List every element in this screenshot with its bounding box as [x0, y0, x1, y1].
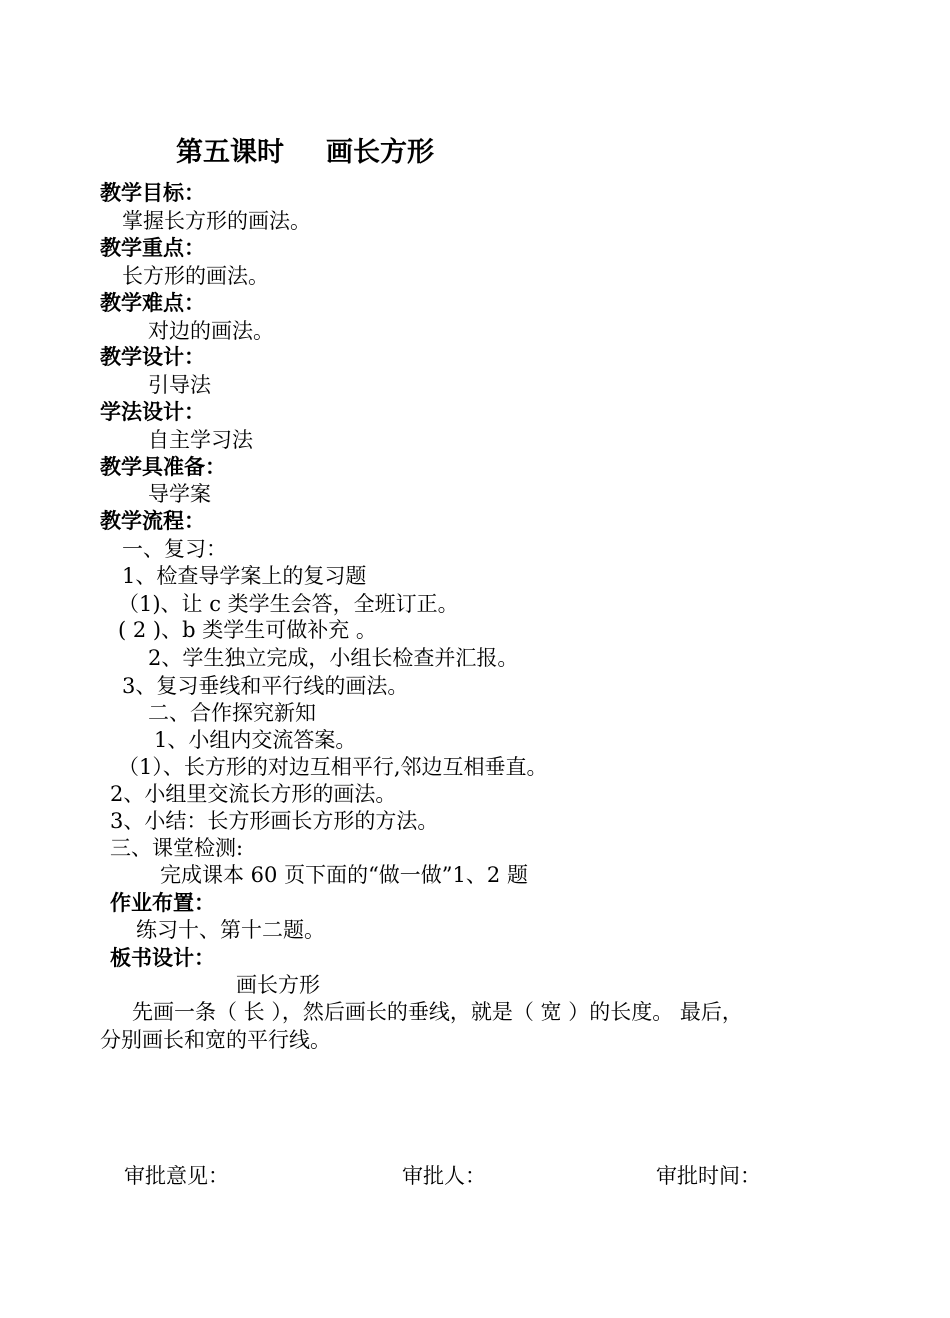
board-label: 板书设计： — [110, 946, 215, 970]
study-method-text: 自主学习法 — [148, 428, 253, 452]
design-label: 教学设计： — [100, 345, 205, 369]
key-point-text: 长方形的画法。 — [122, 264, 269, 288]
board-title: 画长方形 — [236, 973, 320, 997]
process-step: 2、小组里交流长方形的画法。 — [110, 782, 397, 806]
materials-text: 导学案 — [148, 482, 211, 506]
process-step: 3、复习垂线和平行线的画法。 — [122, 674, 409, 698]
title-part-2: 画长方形 — [326, 137, 434, 168]
board-line-1: 先画一条（ 长 ），然后画长的垂线，就是（ 宽 ）的长度。 最后， — [132, 1000, 743, 1024]
process-step: 2、学生独立完成，小组长检查并汇报。 — [148, 646, 519, 670]
difficulty-label: 教学难点： — [100, 291, 205, 315]
homework-label: 作业布置： — [110, 891, 215, 915]
process-step: 一、复习： — [122, 537, 227, 561]
process-step: ( 2 )、b 类学生可做补充 。 — [118, 618, 377, 642]
materials-label: 教学具准备： — [100, 455, 226, 479]
process-step: 1、小组内交流答案。 — [154, 728, 357, 752]
homework-text: 练习十、第十二题。 — [136, 918, 325, 942]
key-point-label: 教学重点： — [100, 236, 205, 260]
process-step: （1）、长方形的对边互相平行,邻边互相垂直。 — [118, 755, 548, 779]
title-part-1: 第五课时 — [176, 137, 284, 168]
study-method-label: 学法设计： — [100, 400, 205, 424]
process-step: 3、小结：长方形画长方形的方法。 — [110, 809, 439, 833]
objective-label: 教学目标： — [100, 181, 205, 205]
objective-text: 掌握长方形的画法。 — [122, 209, 311, 233]
process-step: 完成课本 60 页下面的“做一做”1、2 题 — [160, 863, 528, 887]
difficulty-text: 对边的画法。 — [148, 319, 274, 343]
approver-label: 审批人： — [402, 1164, 486, 1188]
page-title — [176, 136, 434, 170]
process-step: 三、课堂检测: — [110, 836, 244, 860]
approval-opinion-label: 审批意见： — [124, 1164, 229, 1188]
design-text: 引导法 — [148, 373, 211, 397]
process-step: （1)、让 c 类学生会答，全班订正。 — [118, 592, 459, 616]
process-step: 二、合作探究新知 — [148, 701, 316, 725]
approval-time-label: 审批时间： — [656, 1164, 761, 1188]
board-line-2: 分别画长和宽的平行线。 — [100, 1028, 331, 1052]
process-step: 1、检查导学案上的复习题 — [122, 564, 367, 588]
process-label: 教学流程： — [100, 509, 205, 533]
